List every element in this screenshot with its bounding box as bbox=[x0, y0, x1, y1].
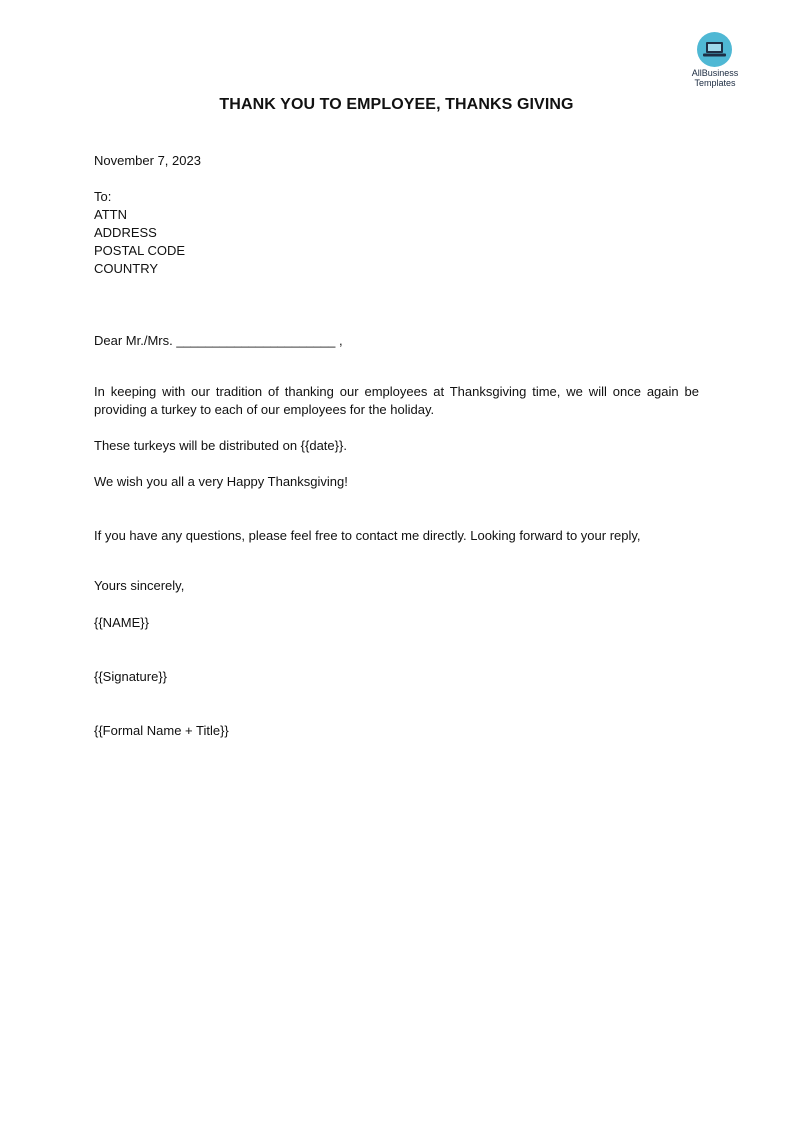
letter-date: November 7, 2023 bbox=[94, 153, 201, 168]
salutation: Dear Mr./Mrs. ______________________ , bbox=[94, 333, 343, 348]
body-paragraph-4: If you have any questions, please feel free to contact me directly. Looking forward to your reply, bbox=[94, 528, 641, 543]
logo-circle bbox=[697, 32, 732, 67]
recipient-to-label: To: bbox=[94, 189, 112, 204]
body-paragraph-3: We wish you all a very Happy Thanksgiving! bbox=[94, 474, 348, 489]
recipient-address: ADDRESS bbox=[94, 225, 157, 240]
logo-text-line-2: Templates bbox=[694, 78, 736, 88]
body-paragraph-2: These turkeys will be distributed on {{date}}. bbox=[94, 438, 347, 453]
page-title: THANK YOU TO EMPLOYEE, THANKS GIVING bbox=[219, 96, 574, 113]
sender-signature: {{Signature}} bbox=[94, 669, 168, 684]
recipient-attn: ATTN bbox=[94, 207, 127, 222]
closing: Yours sincerely, bbox=[94, 578, 185, 593]
logo-text bbox=[680, 68, 750, 88]
recipient-country: COUNTRY bbox=[94, 261, 159, 276]
sender-formal-name: {{Formal Name + Title}} bbox=[94, 723, 229, 738]
logo-text-line-1: AllBusiness bbox=[691, 68, 739, 78]
company-logo bbox=[680, 32, 750, 92]
sender-name: {{NAME}} bbox=[94, 615, 149, 630]
recipient-postal-code: POSTAL CODE bbox=[94, 243, 186, 258]
laptop-icon bbox=[703, 41, 726, 58]
body-paragraph-1: In keeping with our tradition of thanking our employees at Thanksgiving time, we will once again be providing a turkey to each of our employees for the holiday. bbox=[94, 384, 699, 417]
